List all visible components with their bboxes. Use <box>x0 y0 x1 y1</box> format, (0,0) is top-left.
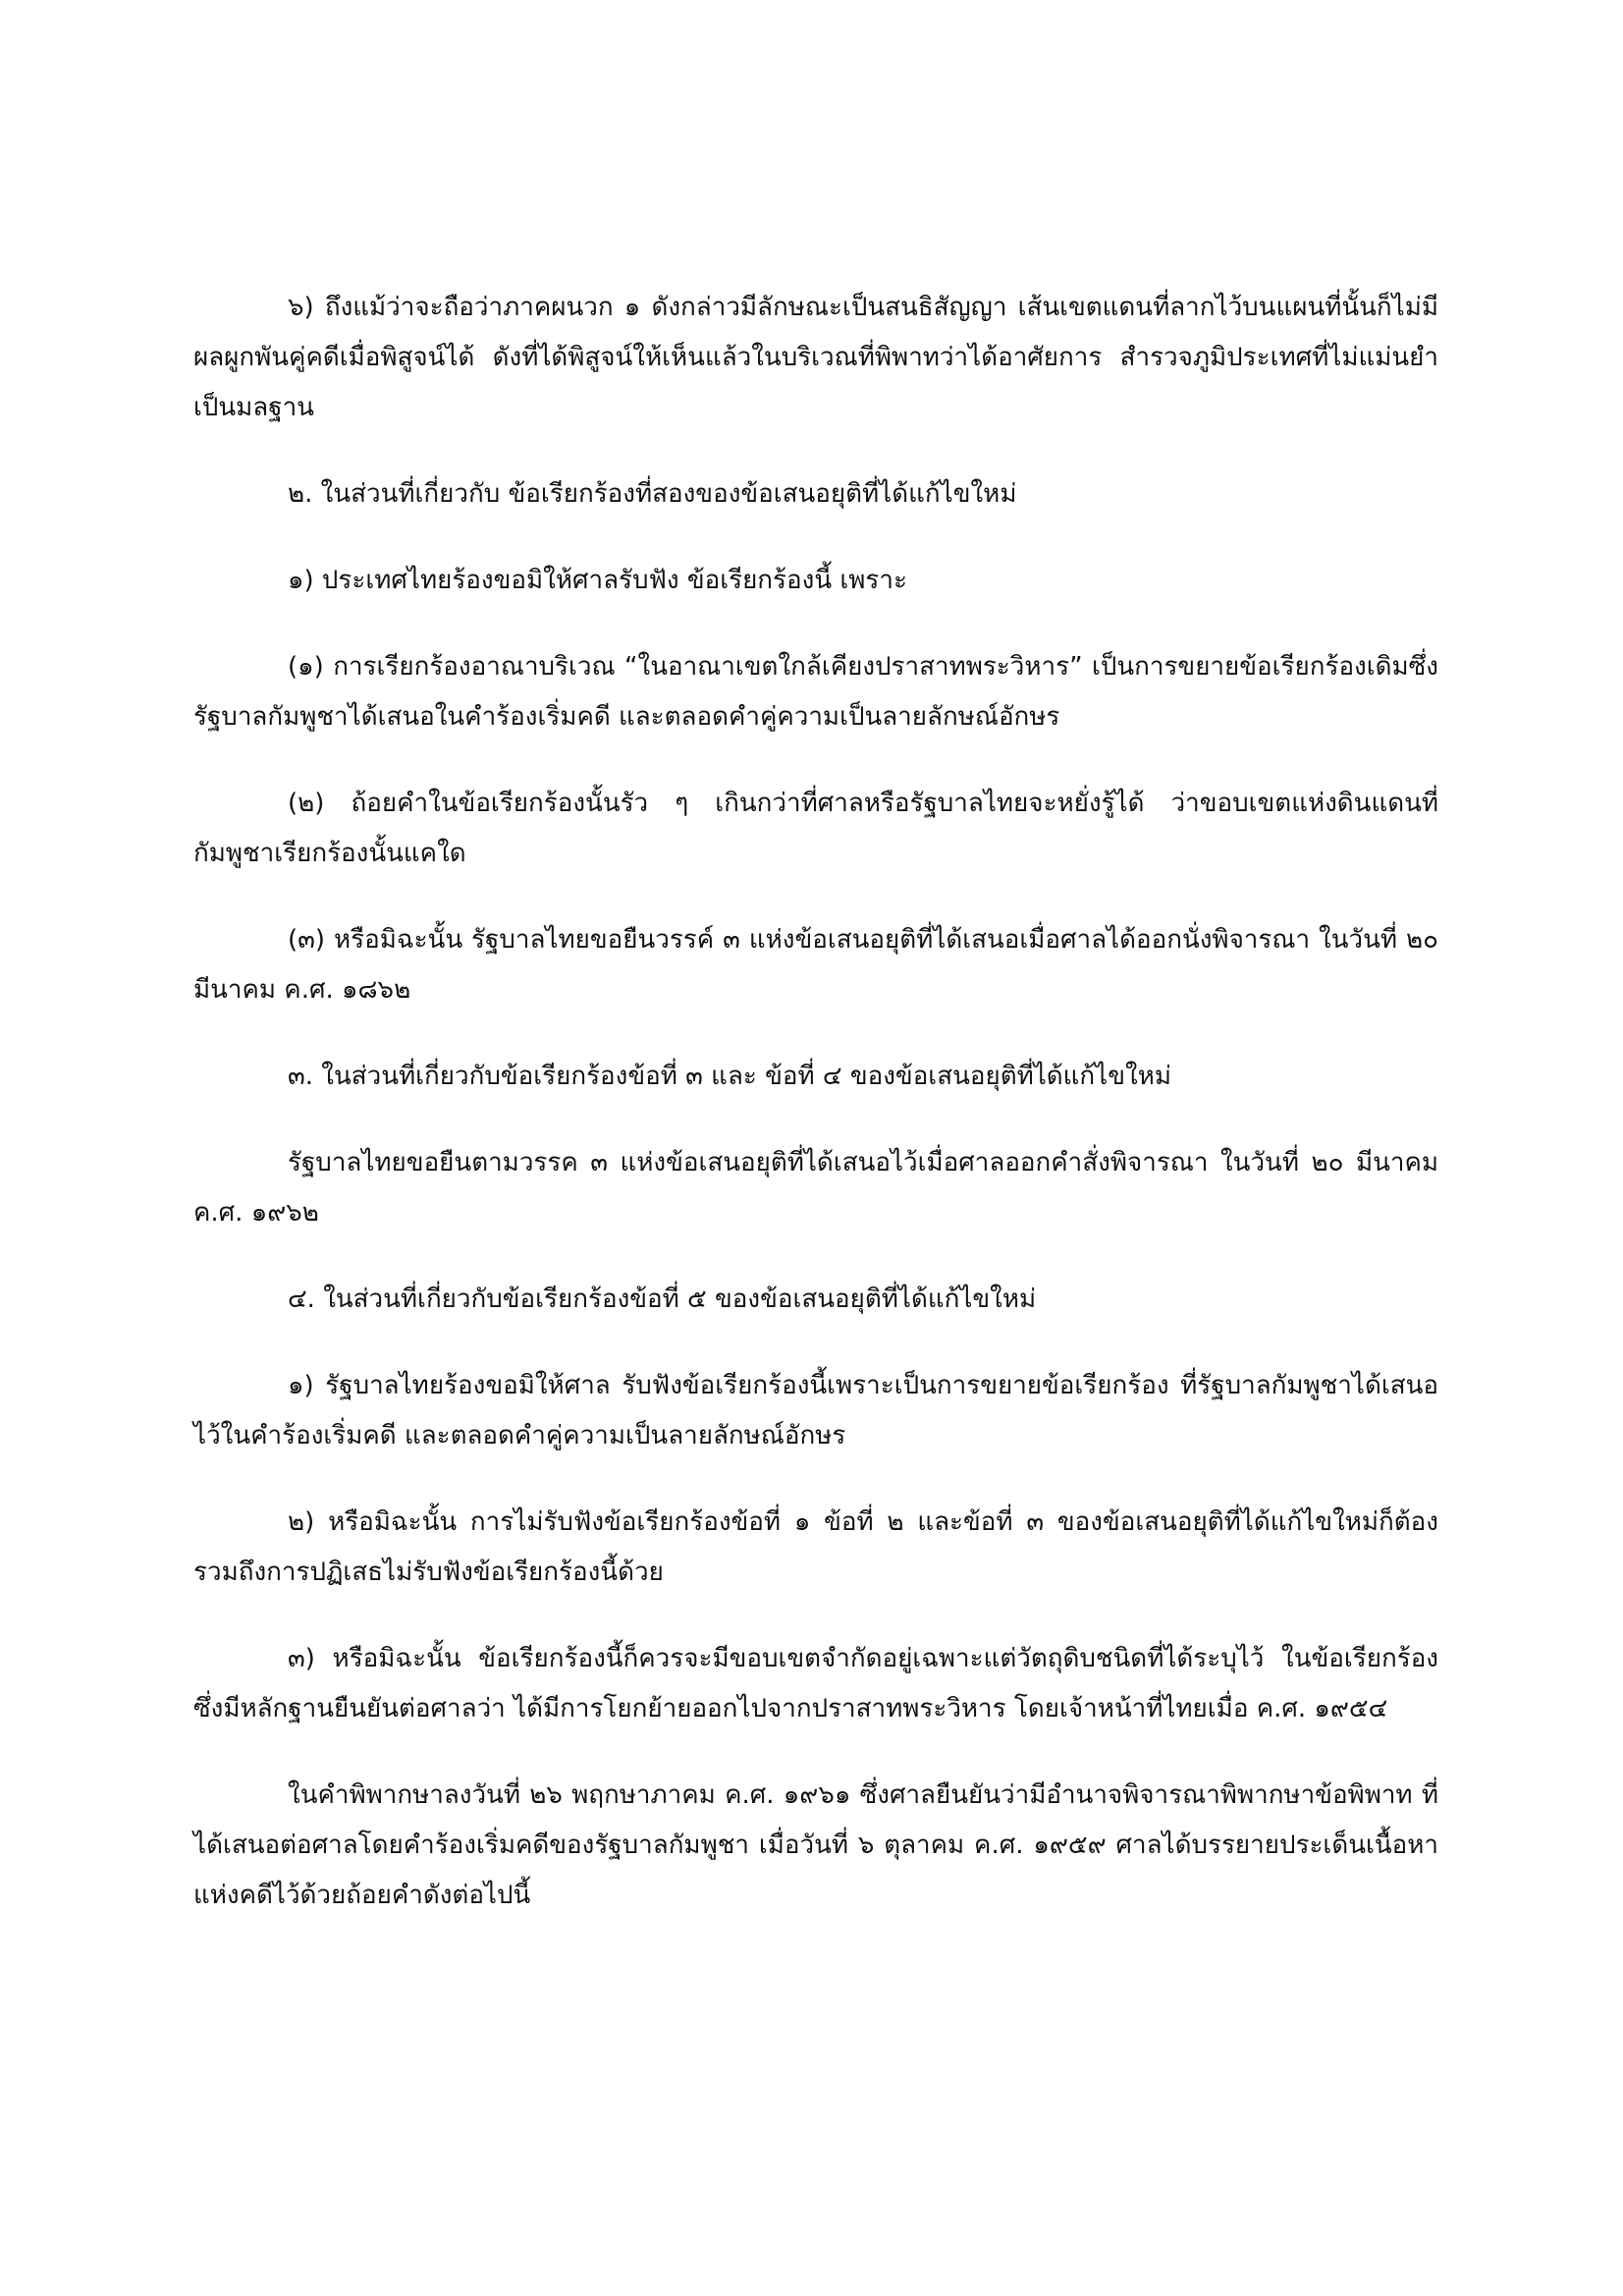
paragraph-section-3-heading: ๓. ในส่วนที่เกี่ยวกับข้อเรียกร้องข้อที่ ๓ และ ข้อที่ ๔ ของข้อเสนอยุติที่ได้แก้ไขใหม่ <box>288 1062 1171 1091</box>
paragraph-section-2-item-1: ๑) ประเทศไทยร้องขอมิให้ศาลรับฟัง ข้อเรียกร้องนี้ เพราะ <box>288 566 907 595</box>
paragraph-section-2-item-1-2: (๒) ถ้อยคำในข้อเรียกร้องนั้นรัว ๆ เกินกว่าที่ศาลหรือรัฐบาลไทยจะหยั่งรู้ได้ ว่าขอบเขตแห่งดินแดนที่กัมพูชาเรียกร้องนั้นแคใด <box>193 789 1438 868</box>
paragraph-section-4-item-2: ๒) หรือมิฉะนั้น การไม่รับฟังข้อเรียกร้องข้อที่ ๑ ข้อที่ ๒ และข้อที่ ๓ ของข้อเสนอยุติที่ได้แก้ไขใหม่ก็ต้องรวมถึงการปฏิเสธไม่รับฟังข้อเรียกร้องนี้ด้วย <box>193 1507 1438 1587</box>
document-body <box>193 283 1438 1957</box>
paragraph-section-4-item-1: ๑) รัฐบาลไทยร้องขอมิให้ศาล รับฟังข้อเรียกร้องนี้เพราะเป็นการขยายข้อเรียกร้อง ที่รัฐบาลกัมพูชาได้เสนอไว้ในคำร้องเริ่มคดี และตลอดคำคู่ความเป็นลายลักษณ์อักษร <box>193 1371 1438 1450</box>
paragraph-judgment-1961: ในคำพิพากษาลงวันที่ ๒๖ พฤกษาภาคม ค.ศ. ๑๙๖๑ ซึ่งศาลยืนยันว่ามีอำนาจพิจารณาพิพากษาข้อพิพาท ที่ได้เสนอต่อศาลโดยคำร้องเริ่มคดีของรัฐบาลกัมพูชา เมื่อวันที่ ๖ ตุลาคม ค.ศ. ๑๙๕๙ ศาลได้บรรยายประเด็นเนื้อหาแห่งคดีไว้ด้วยถ้อยคำดังต่อไปนี้ <box>193 1780 1438 1910</box>
paragraph-section-2-item-1-1: (๑) การเรียกร้องอาณาบริเวณ “ในอาณาเขตใกล้เคียงปราสาทพระวิหาร” เป็นการขยายข้อเรียกร้องเดิมซึ่งรัฐบาลกัมพูชาได้เสนอในคำร้องเริ่มคดี และตลอดคำคู่ความเป็นลายลักษณ์อักษร <box>193 652 1438 732</box>
paragraph-section-2-heading: ๒. ในส่วนที่เกี่ยวกับ ข้อเรียกร้องที่สองของข้อเสนอยุติที่ได้แก้ไขใหม่ <box>288 479 1017 509</box>
paragraph-section-4-heading: ๔. ในส่วนที่เกี่ยวกับข้อเรียกร้องข้อที่ ๕ ของข้อเสนอยุติที่ได้แก้ไขใหม่ <box>288 1285 1037 1314</box>
paragraph-section-2-item-1-3: (๓) หรือมิฉะนั้น รัฐบาลไทยขอยืนวรรค์ ๓ แห่งข้อเสนอยุติที่ได้เสนอเมื่อศาลได้ออกนั่งพิจารณา ในวันที่ ๒๐ มีนาคม ค.ศ. ๑๘๖๒ <box>193 925 1438 1005</box>
paragraph-section-4-item-3: ๓) หรือมิฉะนั้น ข้อเรียกร้องนี้ก็ควรจะมีขอบเขตจำกัดอยู่เฉพาะแต่วัตถุดิบชนิดที่ได้ระบุไว้ ในข้อเรียกร้องซึ่งมีหลักฐานยืนยันต่อศาลว่า ได้มีการโยกย้ายออกไปจากปราสาทพระวิหาร โดยเจ้าหน้าที่ไทยเมื่อ ค.ศ. ๑๙๕๔ <box>193 1644 1438 1723</box>
paragraph-6-treaty-annex: ๖) ถึงแม้ว่าจะถือว่าภาคผนวก ๑ ดังกล่าวมีลักษณะเป็นสนธิสัญญา เส้นเขตแดนที่ลากไว้บนแผนที่นั้นก็ไม่มีผลผูกพันคู่คดีเมื่อพิสูจน์ได้ ดังที่ได้พิสูจน์ให้เห็นแล้วในบริเวณที่พิพาทว่าได้อาศัยการ สำรวจภูมิประเทศที่ไม่แม่นยำเป็นมลฐาน <box>193 293 1438 422</box>
paragraph-section-3-body: รัฐบาลไทยขอยืนตามวรรค ๓ แห่งข้อเสนอยุติที่ได้เสนอไว้เมื่อศาลออกคำสั่งพิจารณา ในวันที่ ๒๐ มีนาคม ค.ศ. ๑๙๖๒ <box>193 1148 1438 1228</box>
